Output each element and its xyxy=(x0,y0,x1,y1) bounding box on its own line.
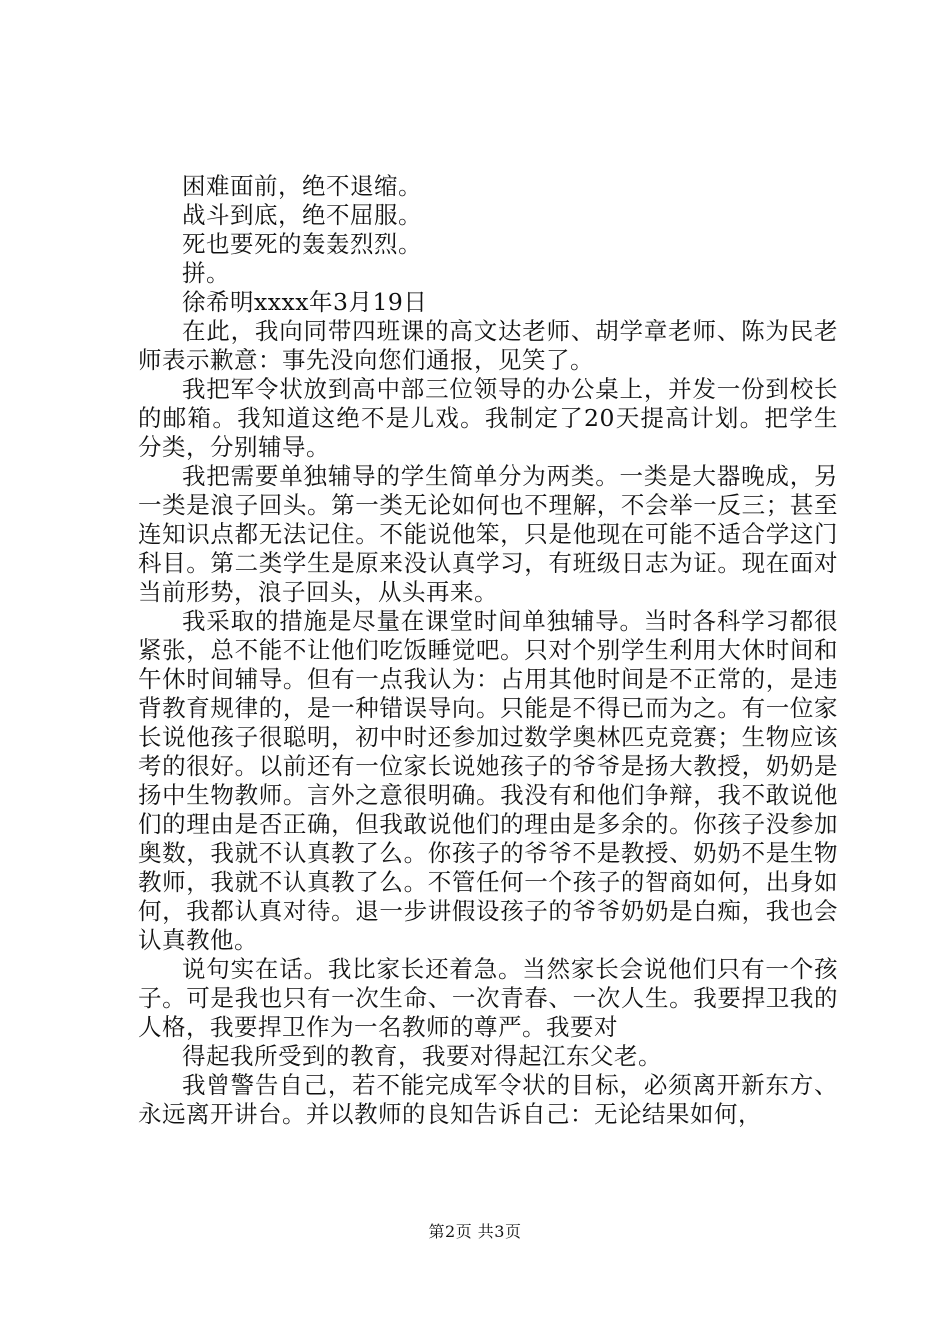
paragraph-warning: 我曾警告自己，若不能完成军令状的目标，必须离开新东方、永远离开讲台。并以教师的良知告诉自己：无论结果如何， xyxy=(138,1071,838,1128)
paragraph-pledge: 我把军令状放到高中部三位领导的办公桌上，并发一份到校长的邮箱。我知道这绝不是儿戏。我制定了20天提高计划。把学生分类，分别辅导。 xyxy=(138,375,838,461)
paragraph-honest-words: 说句实在话。我比家长还着急。当然家长会说他们只有一个孩子。可是我也只有一次生命、一次青春、一次人生。我要捍卫我的人格，我要捍卫作为一名教师的尊严。我要对 xyxy=(138,955,838,1041)
paragraph-student-types: 我把需要单独辅导的学生简单分为两类。一类是大器晚成，另一类是浪子回头。第一类无论如何也不理解，不会举一反三；甚至连知识点都无法记住。不能说他笨，只是他现在可能不适合学这门科目。第二类学生是原来没认真学习，有班级日志为证。现在面对当前形势，浪子回头，从头再来。 xyxy=(138,462,838,606)
motto-line-3: 死也要死的轰轰烈烈。 xyxy=(182,230,422,258)
paragraph-measures: 我采取的措施是尽量在课堂时间单独辅导。当时各科学习都很紧张，总不能不让他们吃饭睡觉吧。只对个别学生利用大休时间和午休时间辅导。但有一点我认为：占用其他时间是不正常的，是违背教育规律的，是一种错误导向。只能是不得已而为之。有一位家长说他孩子很聪明，初中时还参加过数学奥林匹克竞赛；生物应该考的很好。以前还有一位家长说她孩子的爷爷是扬大教授，奶奶是扬中生物教师。言外之意很明确。我没有和他们争辩，我不敢说他们的理由是否正确，但我敢说他们的理由是多余的。你孩子没参加奥数，我就不认真教了么。你孩子的爷爷不是教授、奶奶不是生物教师，我就不认真教了么。不管任何一个孩子的智商如何，出身如何，我都认真对待。退一步讲假设孩子的爷爷奶奶是白痴，我也会认真教他。 xyxy=(138,607,838,954)
page-number-footer: 第2页 共3页 xyxy=(428,1222,522,1241)
signature-date-line: 徐希明xxxx年3月19日 xyxy=(182,288,428,316)
paragraph-apology: 在此，我向同带四班课的高文达老师、胡学章老师、陈为民老师表示歉意：事先没向您们通报，见笑了。 xyxy=(138,317,838,374)
document-body xyxy=(138,172,838,1129)
motto-line-2: 战斗到底，绝不屈服。 xyxy=(182,201,422,229)
motto-line-4: 拼。 xyxy=(182,259,230,287)
motto-line-1: 困难面前，绝不退缩。 xyxy=(182,172,422,200)
paragraph-continuation: 得起我所受到的教育，我要对得起江东父老。 xyxy=(182,1042,662,1070)
